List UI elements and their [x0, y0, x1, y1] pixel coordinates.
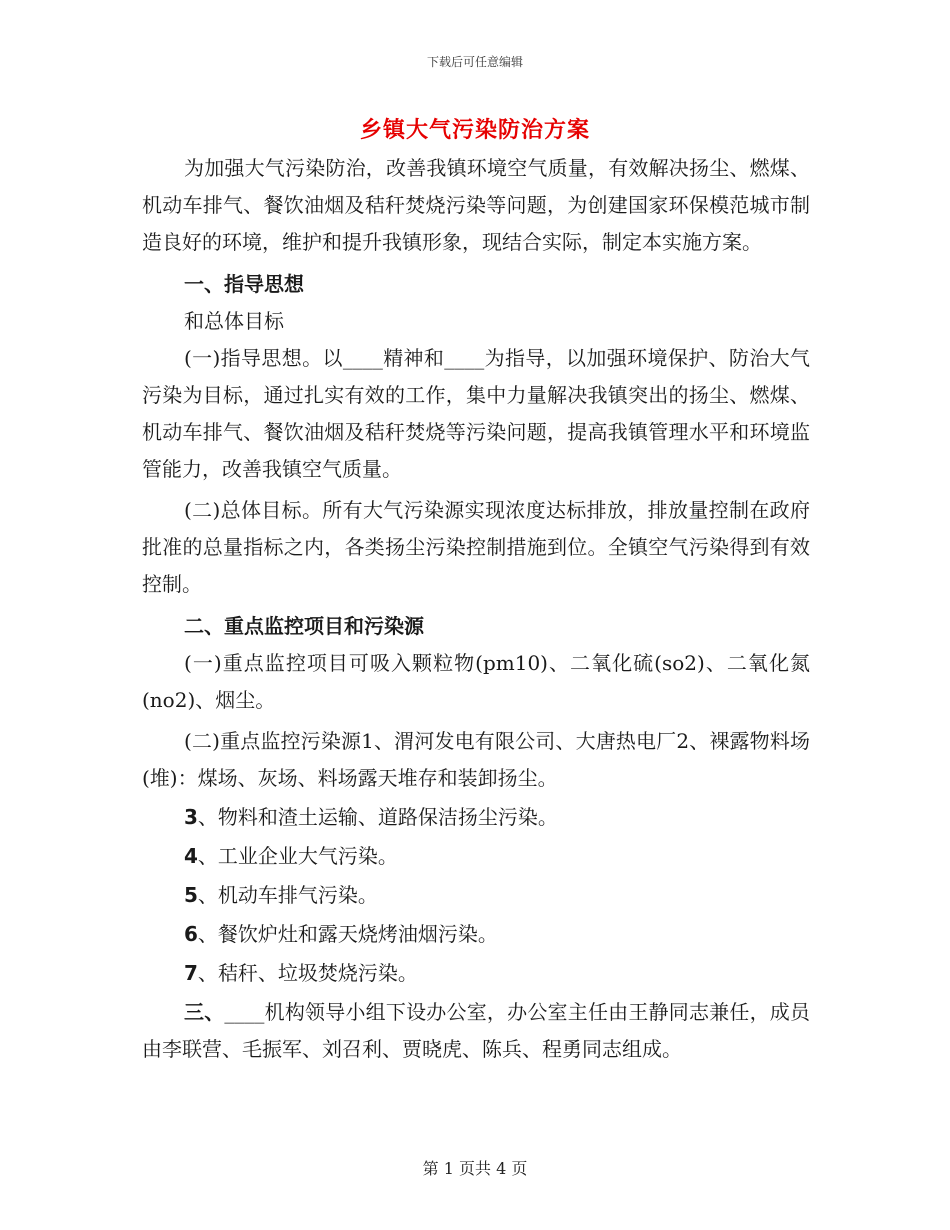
section-3-text: ____机构领导小组下设办公室，办公室主任由王静同志兼任，成员由李联营、毛振军、刘召利、贾晓虎、陈兵、程勇同志组成。: [142, 1000, 811, 1061]
list-item-text: 、物料和渣土运输、道路保洁扬尘污染。: [197, 805, 558, 829]
list-item-number: 6: [184, 922, 198, 946]
list-item-number: 4: [184, 844, 198, 868]
list-item: [142, 916, 810, 953]
list-item-number: 7: [184, 961, 198, 985]
section-1-subline: 和总体目标: [184, 309, 284, 333]
section-2-paragraph-2: (二)重点监控污染源1、渭河发电有限公司、大唐热电厂2、裸露物料场(堆)：煤场、灰场、料场露天堆存和装卸扬尘。: [142, 729, 810, 790]
list-item-text: 、工业企业大气污染。: [197, 844, 398, 868]
list-item: [142, 877, 810, 914]
list-item-number: 5: [184, 883, 198, 907]
intro-paragraph: 为加强大气污染防治，改善我镇环境空气质量，有效解决扬尘、燃煤、机动车排气、餐饮油烟及秸秆焚烧污染等问题，为创建国家环保模范城市制造良好的环境，维护和提升我镇形象，现结合实际，制定本实施方案。: [142, 156, 810, 254]
document-title: 乡镇大气污染防治方案: [359, 117, 590, 143]
section-1-heading: 一、指导思想: [184, 272, 304, 296]
list-item-text: 、餐饮炉灶和露天烧烤油烟污染。: [197, 922, 498, 946]
section-3-paragraph: [142, 994, 810, 1068]
list-item-text: 、秸秆、垃圾焚烧污染。: [197, 961, 418, 985]
section-2-paragraph-1: (一)重点监控项目可吸入颗粒物(pm10)、二氧化硫(so2)、二氧化氮(no2)、烟尘。: [142, 651, 810, 712]
page-footer: 第 1 页共 4 页: [422, 1159, 528, 1178]
section-3-heading: 三、: [184, 1000, 225, 1024]
list-item: [142, 838, 810, 875]
section-1-paragraph-1: (一)指导思想。以____精神和____为指导，以加强环境保护、防治大气污染为目标，通过扎实有效的工作，集中力量解决我镇突出的扬尘、燃煤、机动车排气、餐饮油烟及秸秆焚烧等污染问题，提高我镇管理水平和环境监管能力，改善我镇空气质量。: [142, 346, 810, 481]
section-1-paragraph-2: (二)总体目标。所有大气污染源实现浓度达标排放，排放量控制在政府批准的总量指标之内，各类扬尘污染控制措施到位。全镇空气污染得到有效控制。: [142, 498, 810, 596]
section-2-heading: 二、重点监控项目和污染源: [184, 614, 424, 638]
list-item: [142, 955, 810, 992]
list-item-number: 3: [184, 805, 198, 829]
list-item: [142, 799, 810, 836]
document-body: [142, 150, 810, 1068]
list-item-text: 、机动车排气污染。: [197, 883, 378, 907]
header-note: 下载后可任意编辑: [426, 55, 523, 69]
